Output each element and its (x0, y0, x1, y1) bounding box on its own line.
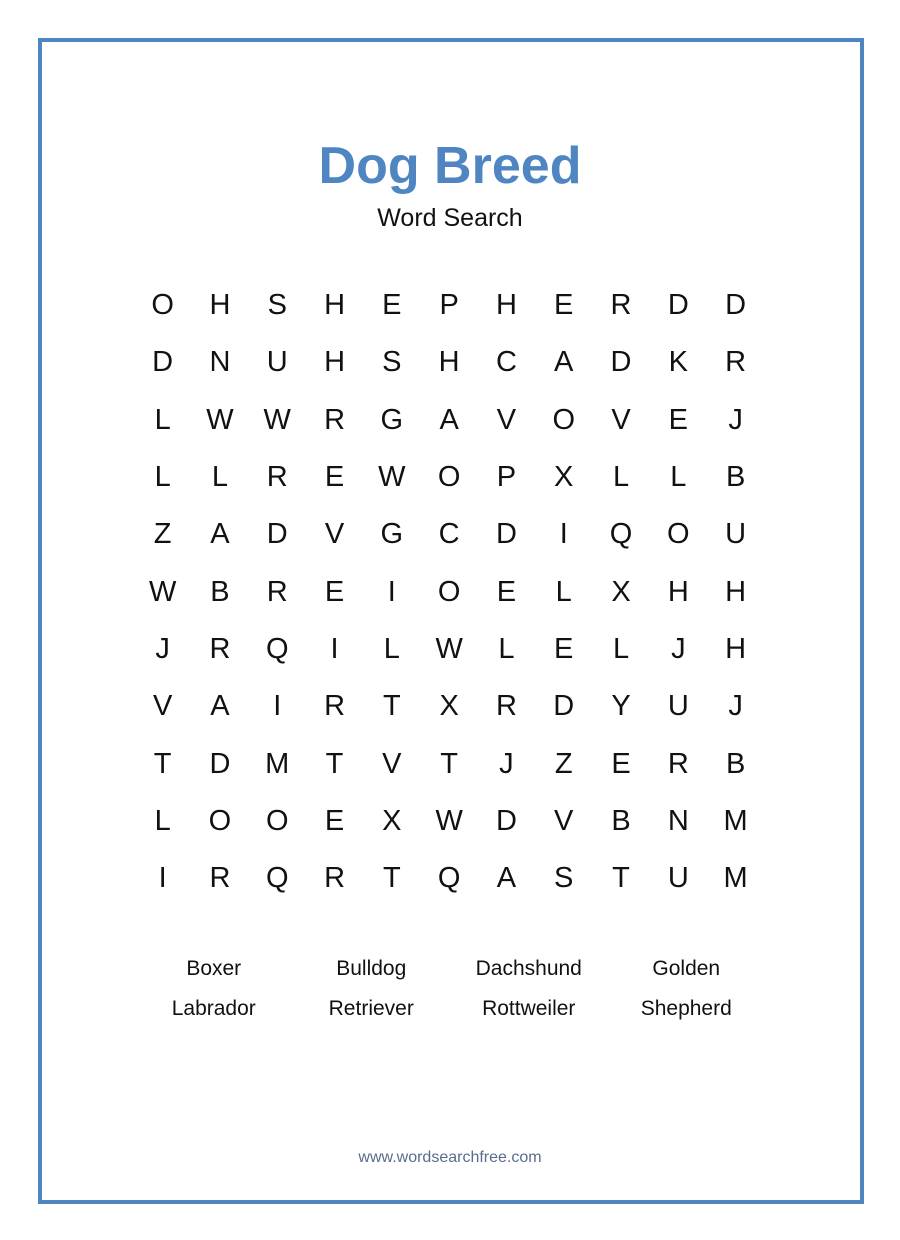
grid-cell: J (728, 403, 743, 436)
grid-cell: I (330, 632, 339, 665)
grid-cell: E (611, 747, 631, 780)
grid-cell: O (667, 518, 690, 551)
grid-cell: H (324, 289, 346, 322)
grid-cell: L (612, 461, 630, 494)
grid-cell: T (382, 862, 401, 895)
grid-cell: S (382, 346, 402, 379)
grid-cell: E (668, 403, 688, 436)
grid-cell: H (667, 575, 689, 608)
footer-url: www.wordsearchfree.com (358, 1149, 542, 1166)
grid-cell: T (153, 747, 172, 780)
grid-cell: A (439, 403, 459, 436)
grid-cell: D (725, 289, 747, 322)
grid-cell: U (725, 518, 747, 551)
grid-cell: R (725, 346, 747, 379)
grid-cell: V (324, 518, 345, 551)
grid-cell: L (383, 632, 400, 665)
grid-cell: Q (265, 862, 289, 895)
grid-cell: I (273, 690, 282, 723)
grid-cell: I (387, 575, 396, 608)
grid-cell: W (206, 403, 234, 436)
grid-cell: D (495, 804, 517, 837)
grid-cell: U (667, 690, 689, 723)
grid-cell: E (496, 575, 517, 608)
grid-cell: D (667, 289, 689, 322)
grid-cell: J (499, 747, 514, 780)
grid-cell: X (554, 461, 574, 494)
grid-cell: A (210, 690, 230, 723)
grid-cell: E (382, 289, 402, 322)
grid-cell: R (667, 747, 689, 780)
grid-cell: O (552, 403, 575, 436)
grid-cell: H (725, 632, 747, 665)
grid-cell: L (555, 575, 572, 608)
grid-cell: R (495, 690, 517, 723)
grid-cell: D (209, 747, 231, 780)
grid-cell: J (155, 632, 170, 665)
grid-cell: L (154, 403, 171, 436)
grid-cell: C (495, 346, 517, 379)
grid-cell: B (210, 575, 230, 608)
grid-cell: L (211, 461, 229, 494)
grid-cell: H (438, 346, 460, 379)
grid-cell: O (265, 804, 289, 837)
grid-cell: O (208, 804, 232, 837)
grid-cell: R (610, 289, 632, 322)
grid-cell: H (725, 575, 747, 608)
grid-cell: U (667, 862, 689, 895)
grid-cell: E (324, 804, 345, 837)
grid-cell: R (266, 575, 288, 608)
grid-cell: M (723, 862, 748, 895)
grid-cell: N (209, 346, 231, 379)
grid-cell: W (435, 804, 463, 837)
grid-cell: B (725, 461, 746, 494)
word-list-item: Labrador (171, 997, 256, 1020)
word-list-item: Retriever (328, 997, 414, 1020)
grid-cell: D (495, 518, 517, 551)
letter-grid (134, 277, 764, 907)
grid-cell: H (495, 289, 517, 322)
grid-cell: V (382, 747, 402, 780)
page-subtitle: Word Search (377, 204, 523, 232)
grid-cell: D (266, 518, 288, 551)
grid-cell: S (554, 862, 574, 895)
grid-cell: I (559, 518, 568, 551)
grid-cell: T (612, 862, 630, 895)
grid-cell: K (668, 346, 688, 379)
grid-cell: D (553, 690, 575, 723)
grid-cell: C (438, 518, 460, 551)
grid-cell: E (324, 575, 345, 608)
grid-cell: X (439, 690, 459, 723)
grid-cell: Z (153, 518, 172, 551)
grid-cell: H (209, 289, 231, 322)
grid-cell: O (151, 289, 174, 322)
grid-cell: H (324, 346, 346, 379)
grid-cell: R (324, 690, 346, 723)
grid-cell: Y (611, 690, 631, 723)
grid-cell: M (265, 747, 290, 780)
grid-cell: A (496, 862, 517, 895)
grid-cell: R (266, 461, 288, 494)
grid-cell: Q (265, 632, 289, 665)
grid-cell: R (324, 403, 346, 436)
word-list-item: Rottweiler (482, 997, 576, 1020)
grid-cell: M (723, 804, 748, 837)
grid-cell: R (324, 862, 346, 895)
grid-cell: G (380, 403, 404, 436)
grid-cell: O (437, 575, 461, 608)
grid-cell: Q (609, 518, 633, 551)
word-list-item: Dachshund (475, 957, 582, 980)
grid-cell: R (209, 862, 231, 895)
grid-cell: S (267, 289, 287, 322)
grid-cell: D (152, 346, 174, 379)
word-list-item: Shepherd (640, 997, 732, 1020)
grid-cell: L (498, 632, 515, 665)
grid-cell: B (611, 804, 631, 837)
grid-cell: W (263, 403, 291, 436)
grid-cell: O (437, 461, 461, 494)
grid-cell: J (671, 632, 686, 665)
grid-cell: Z (554, 747, 573, 780)
grid-cell: G (380, 518, 404, 551)
word-list-item: Golden (652, 957, 721, 980)
grid-cell: A (210, 518, 230, 551)
grid-cell: W (378, 461, 406, 494)
grid-cell: W (435, 632, 463, 665)
grid-cell: I (158, 862, 167, 895)
grid-cell: R (209, 632, 231, 665)
grid-cell: E (554, 632, 574, 665)
grid-cell: P (496, 461, 517, 494)
grid-cell: W (148, 575, 177, 608)
word-list-item: Boxer (186, 957, 242, 980)
grid-cell: Q (437, 862, 461, 895)
page-title: Dog Breed (318, 137, 582, 195)
grid-cell: P (439, 289, 459, 322)
grid-cell: B (725, 747, 746, 780)
grid-cell: V (152, 690, 173, 723)
grid-cell: T (325, 747, 344, 780)
grid-cell: T (382, 690, 401, 723)
grid-cell: L (154, 461, 171, 494)
grid-cell: V (611, 403, 631, 436)
grid-cell: X (382, 804, 402, 837)
grid-cell: L (154, 804, 171, 837)
grid-cell: E (324, 461, 345, 494)
grid-cell: T (440, 747, 458, 780)
grid-cell: L (670, 461, 687, 494)
grid-cell: A (554, 346, 574, 379)
grid-cell: N (667, 804, 689, 837)
grid-cell: E (554, 289, 574, 322)
grid-cell: U (266, 346, 288, 379)
grid-cell: V (554, 804, 574, 837)
grid-cell: L (612, 632, 630, 665)
word-list-item: Bulldog (336, 957, 407, 980)
grid-cell: X (611, 575, 631, 608)
grid-cell: J (728, 690, 743, 723)
grid-cell: V (496, 403, 517, 436)
grid-cell: D (610, 346, 632, 379)
word-list (135, 954, 765, 1034)
